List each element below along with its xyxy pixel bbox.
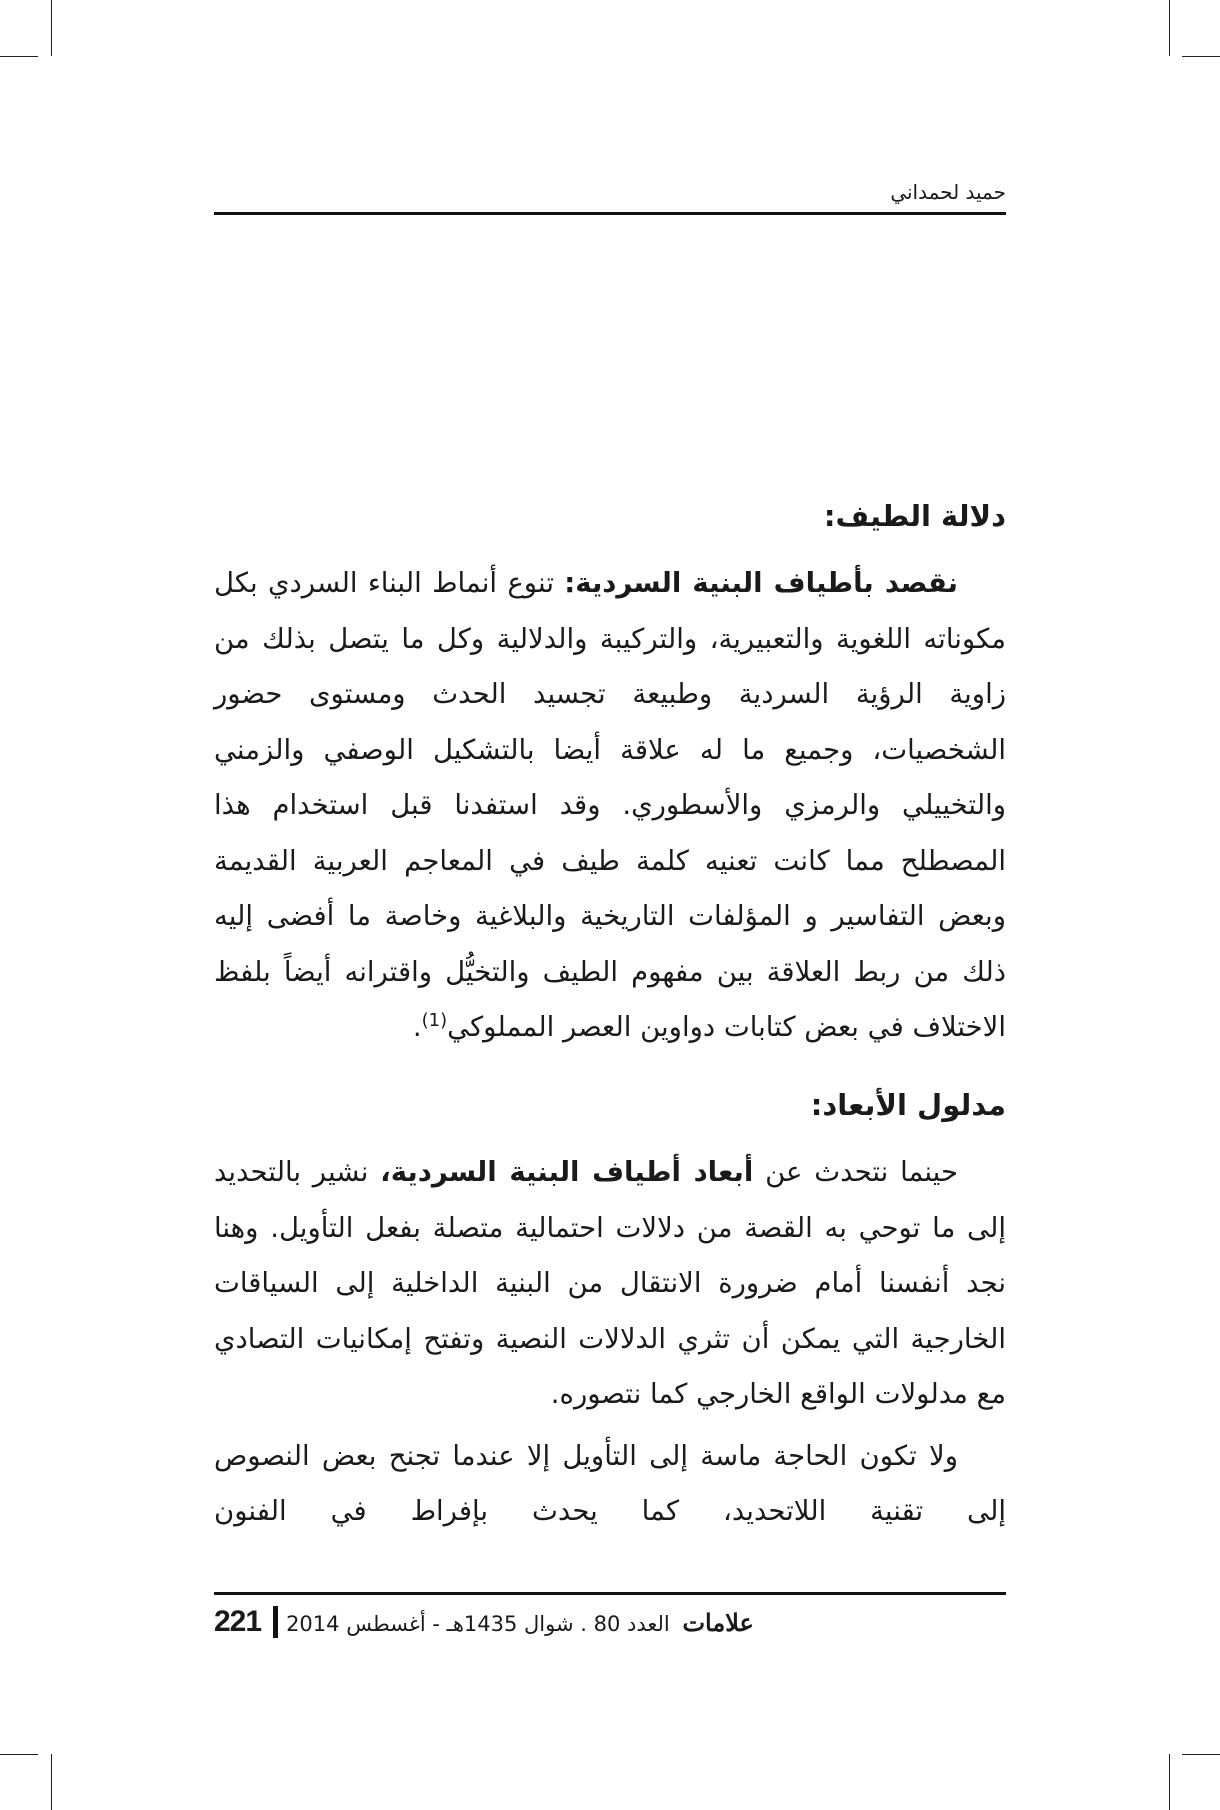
section-heading: دلالة الطيف: (823, 499, 1006, 533)
body-paragraph (214, 1145, 1006, 1423)
body-paragraph (214, 1429, 1006, 1540)
crop-mark (0, 56, 38, 57)
header-rule (214, 212, 1006, 215)
section-ab3ad (214, 1083, 1006, 1540)
paragraph-start: حينما نتحدث عن (753, 1156, 958, 1188)
crop-mark (1182, 1754, 1220, 1755)
section-heading: مدلول الأبعاد: (810, 1088, 1006, 1122)
footer-rule (214, 1592, 1006, 1595)
crop-mark (0, 1754, 38, 1755)
issue-info (286, 1608, 754, 1637)
crop-mark (1169, 1754, 1170, 1810)
footnote-ref[interactable]: (1) (421, 1009, 448, 1031)
paragraph-text: تنوع أنماط البناء السردي بكل مكوناته اللغوية والتعبيرية، والتركيبة والدلالية وكل ما يتصل بذلك من زاوية الرؤية السردية وطبيعة تجسيد الحدث ومستوى حضور الشخصيات، وجميع ما له علاقة أيضا بالتشكيل الوصفي والزمني والتخييلي والرمزي والأسطوري. وقد استفدنا قبل استخدام هذا المصطلح مما كانت تعنيه كلمة طيف في المعاجم العربية القديمة وبعض التفاسير و المؤلفات التاريخية والبلاغية وخاصة ما أفضى إليه ذلك من ربط العلاقة بين مفهوم الطيف والتخيُّل واقترانه أيضاً بلفظ الاختلاف في بعض كتابات دواوين العصر المملوكي (214, 567, 1006, 1043)
journal-logo: علامات (682, 1607, 754, 1637)
crop-mark (1182, 56, 1220, 57)
paragraph-text: نشير بالتحديد إلى ما توحي به القصة من دلالات احتمالية متصلة بفعل التأويل. وهنا نجد أنفسنا أمام ضرورة الانتقال من البنية الداخلية إلى السياقات الخارجية التي يمكن أن تثري الدلالات النصية وتفتح إمكانيات التصادي مع مدلولات الواقع الخارجي كما نتصوره. (214, 1156, 1006, 1410)
bold-term: نقصد بأطياف البنية السردية: (564, 567, 958, 599)
running-header (214, 172, 1006, 212)
paragraph-text: ولا تكون الحاجة ماسة إلى التأويل إلا عندما تجنح بعض النصوص إلى تقنية اللاتحديد، كما يحدث بإفراط في الفنون (214, 1439, 1006, 1527)
body-paragraph (214, 556, 1006, 1056)
crop-mark (1169, 0, 1170, 56)
issue-text: العدد 80 . شوال 1435هـ - أغسطس 2014 (286, 1611, 670, 1636)
footer-separator (273, 1606, 278, 1638)
paragraph-end: . (412, 1011, 422, 1043)
page-footer (214, 1598, 854, 1646)
page-number: 221 (214, 1605, 262, 1638)
section-tayf (214, 494, 1006, 1056)
crop-mark (51, 0, 52, 56)
author-name: حميد لحمداني (890, 180, 1006, 204)
crop-mark (51, 1754, 52, 1810)
bold-term: أبعاد أطياف البنية السردية، (380, 1156, 754, 1188)
